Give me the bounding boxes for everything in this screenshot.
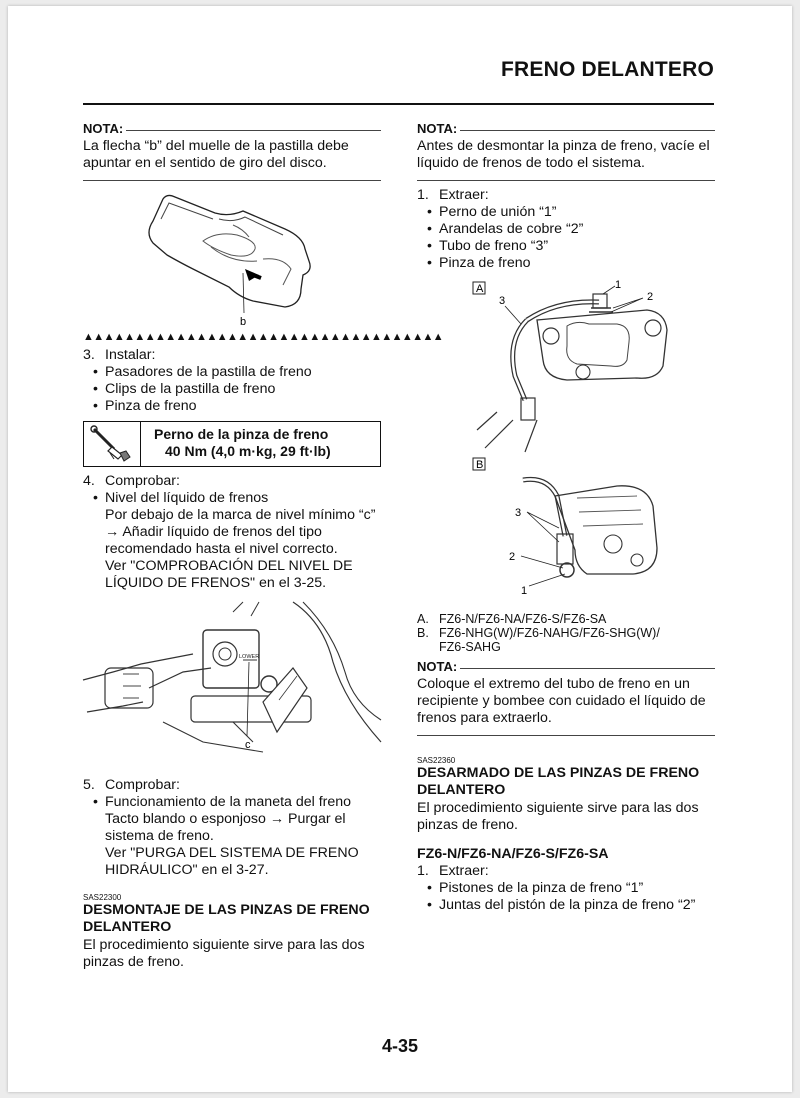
list-item: • Funcionamiento de la maneta del freno bbox=[93, 794, 352, 810]
torque-wrench-icon bbox=[84, 422, 141, 466]
note-text: Antes de desmontar la pinza de freno, vacíe el líquido de frenos de todo el sistema. bbox=[417, 138, 710, 171]
list-item: • Tubo de freno “3” bbox=[427, 238, 549, 254]
list-item: • Clips de la pastilla de freno bbox=[93, 381, 276, 397]
list-item: • Perno de unión “1” bbox=[427, 204, 557, 220]
caliper-figure-b bbox=[417, 456, 715, 608]
step-5-detail-2: sistema de freno. bbox=[105, 828, 214, 844]
note-end-rule bbox=[83, 180, 381, 181]
step-5-detail-4: HIDRÁULICO" en el 3-27. bbox=[105, 862, 269, 878]
pad-spring-figure bbox=[133, 189, 381, 329]
label-3: 3 bbox=[515, 507, 522, 519]
note-text: Coloque el extremo del tubo de freno en un recipiente y bombee con cuidado el líquido de frenos para extraerlo. bbox=[417, 676, 706, 726]
torque-label: Perno de la pinza de freno bbox=[154, 426, 329, 442]
reservoir-figure bbox=[83, 602, 381, 767]
list-item: • Pinza de freno bbox=[427, 255, 531, 271]
list-item: • Pinza de freno bbox=[93, 398, 197, 414]
step-3: 3. Instalar: bbox=[83, 347, 156, 363]
note-end-rule bbox=[417, 180, 715, 181]
list-item: • Arandelas de cobre “2” bbox=[427, 221, 584, 237]
step-4-detail-5: LÍQUIDO DE FRENOS" en el 3-25. bbox=[105, 575, 327, 591]
label-1: 1 bbox=[521, 585, 528, 597]
note-heading: NOTA: bbox=[83, 120, 381, 137]
step-4-detail-1: Por debajo de la marca de nivel mínimo “c” bbox=[105, 507, 376, 523]
step-5-detail-1: Tacto blando o esponjoso → Purgar el bbox=[105, 811, 346, 827]
manual-page bbox=[8, 6, 792, 1092]
step-1: 1. Extraer: bbox=[417, 187, 489, 203]
label-2: 2 bbox=[509, 551, 516, 563]
label-b: b bbox=[240, 316, 247, 328]
section-text: El procedimiento siguiente sirve para las dos pinzas de freno. bbox=[417, 800, 699, 833]
step-4-detail-2: → Añadir líquido de frenos del tipo bbox=[105, 524, 322, 540]
page-header-title: FRENO DELANTERO bbox=[501, 58, 714, 81]
triangle-separator: ▲▲▲▲▲▲▲▲▲▲▲▲▲▲▲▲▲▲▲▲▲▲▲▲▲▲▲▲▲▲▲▲▲▲▲ bbox=[83, 331, 444, 343]
page-number: 4-35 bbox=[381, 1036, 419, 1056]
note-text: La flecha “b” del muelle de la pastilla debe apuntar en el sentido de giro del disco. bbox=[83, 138, 349, 171]
note-heading: NOTA: bbox=[417, 658, 715, 675]
section-code: SAS22360 bbox=[417, 756, 456, 765]
label-c: c bbox=[245, 739, 251, 751]
legend-item: B. FZ6-NHG(W)/FZ6-NAHG/FZ6-SHG(W)/ FZ6-SAHG bbox=[417, 626, 660, 654]
label-lower: LOWER bbox=[239, 654, 260, 660]
step-1: 1. Extraer: bbox=[417, 863, 489, 879]
step-5-detail-3: Ver "PURGA DEL SISTEMA DE FRENO bbox=[105, 845, 359, 861]
list-item: • Nivel del líquido de frenos bbox=[93, 490, 269, 506]
label-1: 1 bbox=[615, 279, 622, 291]
model-heading: FZ6-N/FZ6-NA/FZ6-S/FZ6-SA bbox=[417, 846, 609, 862]
step-5: 5. Comprobar: bbox=[83, 777, 180, 793]
step-4-detail-3: recomendado hasta el nivel correcto. bbox=[105, 541, 338, 557]
section-title: DESARMADO DE LAS PINZAS DE FRENO DELANTERO bbox=[417, 765, 700, 798]
label-3: 3 bbox=[499, 295, 506, 307]
header-rule bbox=[83, 103, 714, 105]
legend-item: A. FZ6-N/FZ6-NA/FZ6-S/FZ6-SA bbox=[417, 612, 607, 626]
box-label-b: B bbox=[476, 459, 484, 471]
torque-spec-box bbox=[83, 421, 381, 467]
step-4-detail-4: Ver "COMPROBACIÓN DEL NIVEL DE bbox=[105, 558, 353, 574]
note-end-rule bbox=[417, 735, 715, 736]
section-text: El procedimiento siguiente sirve para las dos pinzas de freno. bbox=[83, 937, 365, 970]
list-item: • Juntas del pistón de la pinza de freno “2” bbox=[427, 897, 696, 913]
list-item: • Pasadores de la pastilla de freno bbox=[93, 364, 312, 380]
list-item: • Pistones de la pinza de freno “1” bbox=[427, 880, 644, 896]
torque-value: 40 Nm (4,0 m·kg, 29 ft·lb) bbox=[165, 443, 331, 459]
figure-legend bbox=[417, 612, 715, 654]
box-label-a: A bbox=[476, 283, 484, 295]
step-4: 4. Comprobar: bbox=[83, 473, 180, 489]
caliper-figure-a bbox=[417, 280, 715, 452]
right-column bbox=[417, 118, 715, 914]
note-heading: NOTA: bbox=[417, 120, 715, 137]
label-2: 2 bbox=[647, 291, 654, 303]
section-code: SAS22300 bbox=[83, 893, 122, 902]
section-title: DESMONTAJE DE LAS PINZAS DE FRENO DELANTERO bbox=[83, 902, 370, 935]
